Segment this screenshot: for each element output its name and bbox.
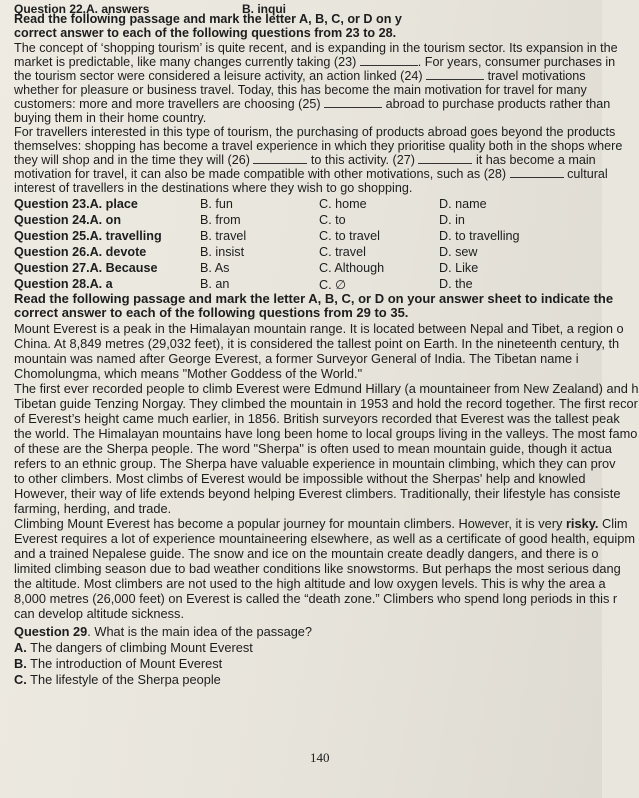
passage2-line-4: Chomolungma, which means "Mother Goddess of the World." <box>14 366 363 381</box>
instruction-2-line-1: Read the following passage and mark the letter A, B, C, or D on your answer sheet to indicate the <box>14 291 614 306</box>
question-27: Question 27.A. Because B. As C. Although D. Like <box>14 261 479 275</box>
passage2-line-16: and a trained Nepalese guide. The snow and ice on the mountain create deadly dangers, and there is o <box>14 546 599 561</box>
passage2-line-19: 8,000 metres (26,000 feet) on Everest is called the “death zone.” Climbers who spend long periods in this r <box>14 591 618 606</box>
passage2-line-7: of Everest’s height came much earlier, in 1856. British surveyors recorded that Everest was the tallest peak <box>14 411 620 426</box>
passage1-line-2: market is predictable, like many changes currently taking (23) . For years, consumer purchases in <box>14 55 616 69</box>
page-number: 140 <box>310 750 330 765</box>
passage2-line-5: The first ever recorded people to climb Everest were Edmund Hillary (a mountaineer from New Zealand) and h <box>14 381 639 396</box>
question-29-option-a: A. The dangers of climbing Mount Everest <box>14 640 253 655</box>
passage1-line-7: For travellers interested in this type of tourism, the purchasing of products abroad goes beyond the products <box>14 125 616 139</box>
passage2-line-17: limited climbing season due to bad weather conditions like snowstorms. But perhaps the most serious dang <box>14 561 621 576</box>
instruction-1-line-1: Read the following passage and mark the letter A, B, C, or D on y <box>14 12 402 26</box>
passage1-line-1: The concept of ‘shopping tourism’ is quite recent, and is expanding in the tourism sector. Its expansion in the <box>14 41 618 55</box>
passage1-line-10: motivation for travel, it can also be made compatible with other motivations, such as (28) cultural <box>14 167 608 181</box>
question-29: Question 29. What is the main idea of the passage? <box>14 624 313 639</box>
question-29-option-b: B. The introduction of Mount Everest <box>14 656 223 671</box>
passage1-line-6: buying them in their home country. <box>14 111 207 125</box>
passage1-line-9: they will shop and in the time they will (26) to this activity. (27) it has become a main <box>14 153 596 167</box>
passage2-line-3: mountain was named after George Everest, a former Surveyor General of India. The Tibetan name i <box>14 351 579 366</box>
question-26: Question 26.A. devote B. insist C. travel D. sew <box>14 245 478 259</box>
question-28: Question 28.A. a B. an C. ∅ D. the <box>14 277 473 292</box>
passage1-line-11: interest of travellers in the destinations where they wish to go shopping. <box>14 181 413 195</box>
passage1-line-8: themselves: shopping has become a travel experience in which they prioritise quality both in the shops where <box>14 139 623 153</box>
passage2-line-11: to other climbers. Most climbs of Everest would be impossible without the Sherpas' help and knowled <box>14 471 586 486</box>
passage2-line-6: Tibetan guide Tenzing Norgay. They climbed the mountain in 1953 and hold the record together. The first recor <box>14 396 638 411</box>
passage2-line-18: the altitude. Most climbers are not used to the high altitude and low oxygen levels. This is why the area a <box>14 576 606 591</box>
passage2-line-13: farming, herding, and trade. <box>14 501 172 516</box>
question-22-partial: Question 22.A. answers B. inqui <box>14 2 286 16</box>
passage2-line-10: refers to an ethnic group. The Sherpa have valuable experience in mountain climbing, which they can prov <box>14 456 616 471</box>
passage2-line-8: the world. The Himalayan mountains have long been home to local groups living in the valleys. The most famo <box>14 426 638 441</box>
question-23: Question 23.A. place B. fun C. home D. name <box>14 197 487 211</box>
passage2-line-2: China. At 8,849 metres (29,032 feet), it is considered the tallest point on Earth. In the nineteenth century, th <box>14 336 620 351</box>
passage2-line-15: Everest requires a lot of experience mountaineering elsewhere, as well as a certificate of good health, equipm <box>14 531 635 546</box>
question-24: Question 24.A. on B. from C. to D. in <box>14 213 465 227</box>
passage2-line-1: Mount Everest is a peak in the Himalayan mountain range. It is located between Nepal and Tibet, a region o <box>14 321 624 336</box>
passage1-line-3: the tourism sector were considered a leisure activity, an action linked (24) travel motivations <box>14 69 586 83</box>
passage2-line-9: of these are the Sherpa people. The word "Sherpa" is often used to mean mountain guide, though it actua <box>14 441 612 456</box>
instruction-2-line-2: correct answer to each of the following questions from 29 to 35. <box>14 305 409 320</box>
passage2-line-20: can develop altitude sickness. <box>14 606 185 621</box>
highlighted-word-risky: risky. <box>565 516 599 531</box>
passage1-line-5: customers: more and more travellers are choosing (25) abroad to purchase products rather than <box>14 97 611 111</box>
passage2-line-14: Climbing Mount Everest has become a popular journey for mountain climbers. However, it is very risky. Clim <box>14 516 628 531</box>
instruction-1-line-2: correct answer to each of the following questions from 23 to 28. <box>14 26 397 40</box>
passage1-line-4: whether for pleasure or business travel. Today, this has become the main motivation for travel for many <box>14 83 587 97</box>
passage2-line-12: However, their way of life extends beyond helping Everest climbers. Traditionally, their lifestyle has consiste <box>14 486 621 501</box>
question-25: Question 25.A. travelling B. travel C. to travel D. to travelling <box>14 229 520 243</box>
question-29-option-c: C. The lifestyle of the Sherpa people <box>14 672 221 687</box>
